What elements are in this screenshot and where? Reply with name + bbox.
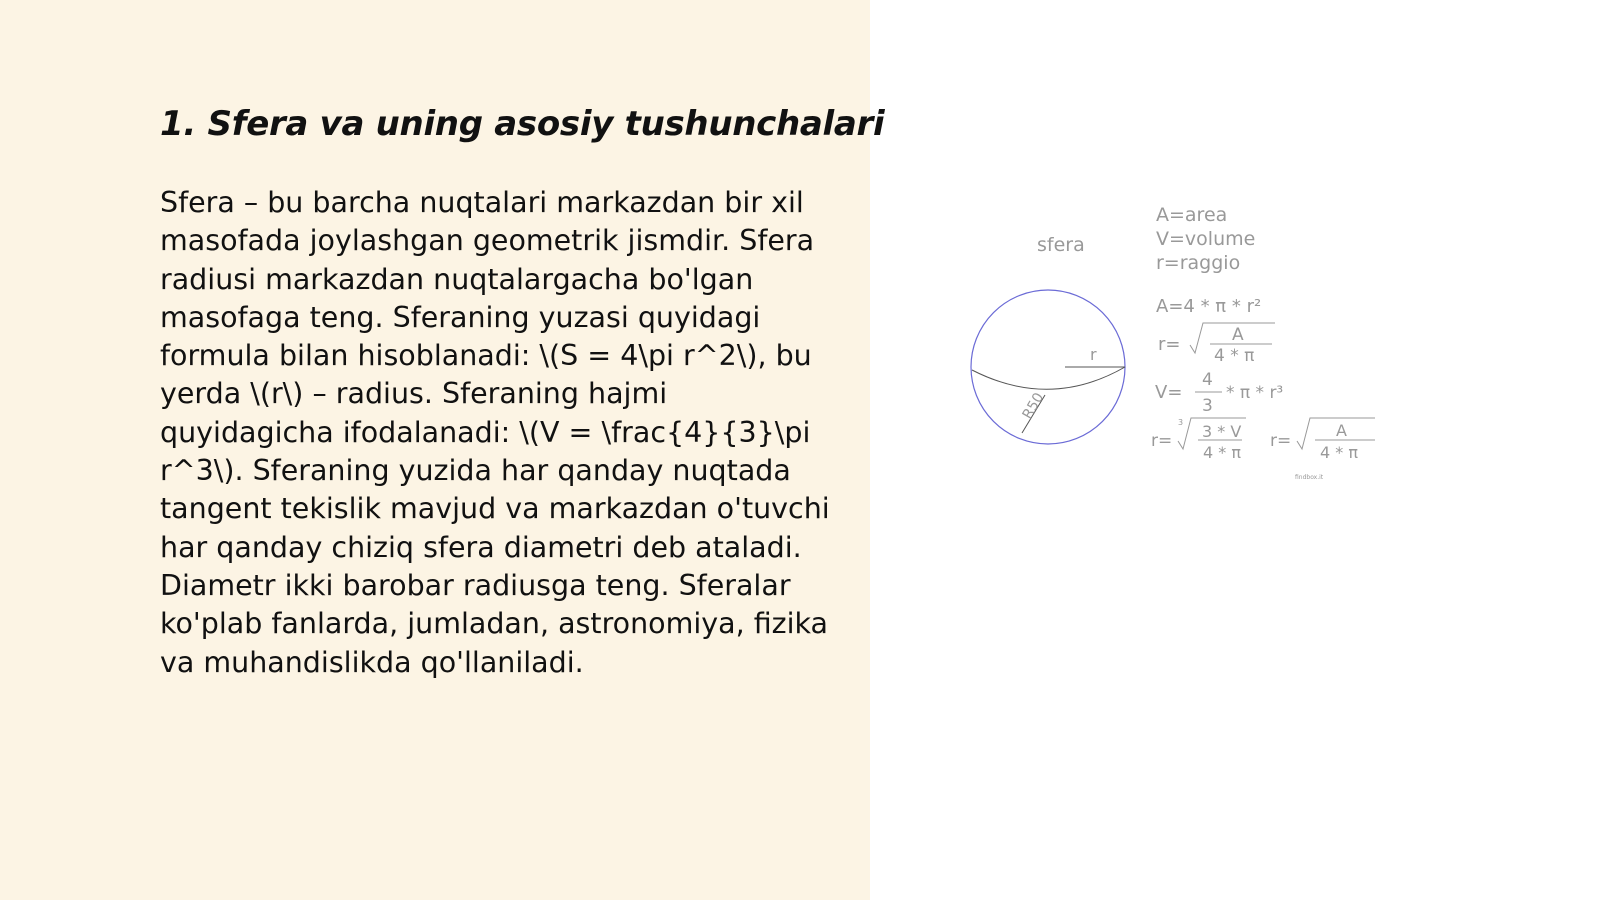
radius-label: r bbox=[1090, 345, 1097, 364]
frac-a-2: A bbox=[1336, 421, 1347, 440]
equator-arc bbox=[972, 367, 1125, 389]
formula-r-eq-2: r= bbox=[1270, 431, 1292, 451]
formula-v-eq: V= bbox=[1155, 382, 1183, 403]
formula-r-cube-eq: r= bbox=[1151, 431, 1173, 451]
formula-v-tail: * π * r³ bbox=[1226, 383, 1284, 403]
formula-r-eq: r= bbox=[1158, 334, 1181, 355]
watermark: findbox.it bbox=[1295, 474, 1324, 481]
slide-title: 1. Sfera va uning asosiy tushunchalari bbox=[160, 104, 885, 144]
legend-volume: V=volume bbox=[1156, 228, 1256, 250]
root-index: 3 bbox=[1178, 418, 1184, 427]
frac-3v: 3 * V bbox=[1202, 422, 1242, 441]
frac-4pi: 4 * π bbox=[1203, 443, 1241, 462]
dimension-label: R50 bbox=[1019, 390, 1048, 422]
legend-radius: r=raggio bbox=[1156, 252, 1241, 274]
frac-denominator: 4 * π bbox=[1214, 346, 1255, 366]
frac-4pi-2: 4 * π bbox=[1320, 443, 1358, 462]
frac-4: 4 bbox=[1202, 370, 1213, 390]
frac-numerator: A bbox=[1232, 325, 1244, 345]
frac-3: 3 bbox=[1202, 396, 1213, 416]
formula-area: A=4 * π * r² bbox=[1156, 296, 1262, 317]
sphere-diagram bbox=[960, 195, 1390, 485]
legend-area: A=area bbox=[1156, 204, 1228, 226]
diagram-label: sfera bbox=[1037, 234, 1085, 256]
slide-body: Sfera – bu barcha nuqtalari markazdan bir xil masofada joylashgan geometrik jismdir. Sfera radiusi markazdan nuqtalargacha bo'lgan masofaga teng. Sferaning yuzasi quyidagi formula bilan hisoblanadi: \(S = 4\pi r^2\), bu yerda \(r\) – radius. Sferaning hajmi quyidagicha ifodalanadi: \(V = \frac{4}{3}\pi r^3\). Sferaning yuzida har qanday nuqtada tangent tekislik mavjud va markazdan o'tuvchi har qanday chiziq sfera diametri deb ataladi. Diametr ikki barobar radiusga teng. Sferalar ko'plab fanlarda, jumladan, astronomiya, fizika va muhandislikda qo'llaniladi. bbox=[160, 186, 830, 679]
